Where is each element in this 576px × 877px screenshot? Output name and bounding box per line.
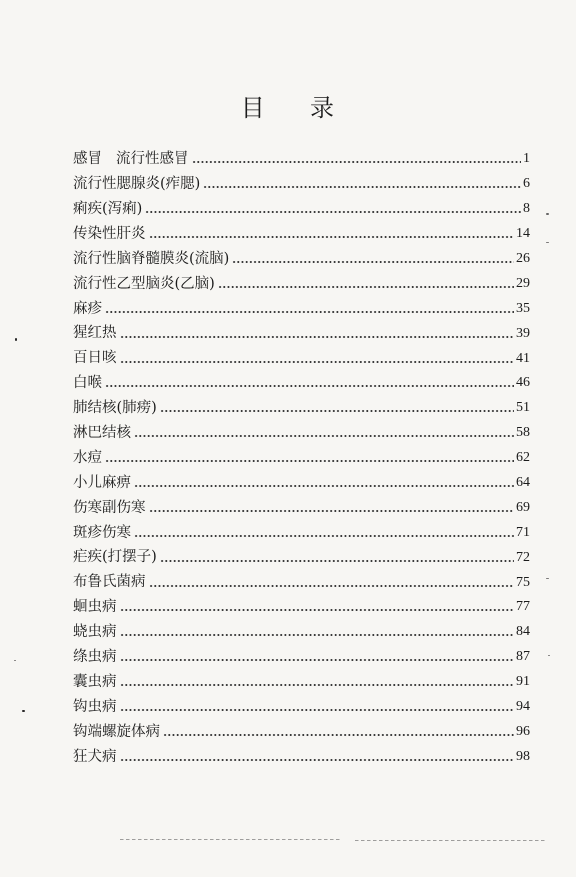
scan-speck (546, 578, 549, 579)
toc-entry-title: 钩虫病 (73, 698, 117, 715)
toc-entry-page: 6 (523, 176, 530, 192)
dot-leader (120, 709, 515, 711)
toc-entry-title: 钩端螺旋体病 (73, 723, 160, 740)
toc-entry-page: 64 (516, 475, 530, 491)
toc-entry-page: 84 (516, 624, 530, 640)
toc-entry-page: 58 (516, 425, 530, 441)
toc-entry-title: 流行性腮腺炎(痄腮) (73, 176, 201, 193)
toc-entry[interactable] (73, 247, 530, 272)
toc-entry[interactable] (73, 495, 530, 520)
dot-leader (203, 186, 521, 188)
dot-leader (149, 585, 515, 587)
scan-speck (15, 338, 17, 341)
toc-entry[interactable] (73, 271, 530, 296)
toc-entry[interactable] (73, 197, 530, 222)
scan-speck (22, 710, 25, 712)
toc-entry-page: 35 (516, 300, 530, 316)
dot-leader (105, 385, 514, 387)
dot-leader (160, 410, 514, 412)
toc-entry-page: 94 (516, 699, 530, 715)
toc-entry-page: 8 (523, 201, 530, 217)
toc-entry[interactable] (73, 570, 530, 595)
page-title-char-1: 目 (240, 94, 266, 122)
scan-speck (14, 660, 16, 661)
toc-entry-title: 流行性脑脊髓膜炎(流脑) (73, 250, 230, 267)
dot-leader (105, 460, 514, 462)
toc-entry-title: 肺结核(肺痨) (73, 400, 157, 417)
toc-entry[interactable] (73, 222, 530, 247)
toc-entry-title: 布鲁氏菌病 (73, 574, 146, 591)
toc-entry-page: 69 (516, 499, 530, 515)
toc-entry[interactable] (73, 147, 530, 172)
toc-entry-title: 狂犬病 (73, 748, 117, 765)
toc-entry-title: 蛔虫病 (73, 599, 117, 616)
toc-entry-title: 百日咳 (73, 350, 117, 367)
toc-entry-title: 痢疾(泻痢) (73, 200, 143, 217)
toc-entry-title: 流行性乙型脑炎(乙脑) (73, 275, 215, 292)
scan-speck (546, 213, 549, 215)
toc-entry[interactable] (73, 595, 530, 620)
toc-entry[interactable] (73, 695, 530, 720)
toc-entry-title: 伤寒副伤寒 (73, 499, 146, 516)
page-title-char-2: 录 (310, 94, 336, 122)
toc-entry[interactable] (73, 371, 530, 396)
toc-entry[interactable] (73, 296, 530, 321)
toc-entry-title-main: 感冒 (73, 151, 102, 168)
toc-entry-page: 72 (516, 549, 530, 565)
dot-leader (232, 261, 514, 263)
toc-entry-page: 98 (516, 748, 530, 764)
toc-entry-title: 斑疹伤寒 (73, 524, 131, 541)
toc-entry-title: 小儿麻痹 (73, 474, 131, 491)
toc-entry[interactable] (73, 446, 530, 471)
toc-entry-title: 猩红热 (73, 325, 117, 342)
toc-entry-title: 传染性肝炎 (73, 225, 146, 242)
toc-entry-page: 41 (516, 350, 530, 366)
dot-leader (145, 211, 521, 213)
dot-leader (120, 609, 515, 611)
dot-leader (149, 510, 515, 512)
toc-entry-title: 蛲虫病 (73, 624, 117, 641)
dot-leader (134, 535, 514, 537)
toc-entry-title: 囊虫病 (73, 673, 117, 690)
toc-entry-title: 疟疾(打摆子) (73, 549, 157, 566)
dot-leader (134, 435, 514, 437)
dot-leader (149, 236, 515, 238)
toc-entry-page: 62 (516, 450, 530, 466)
toc-entry-title: 绦虫病 (73, 649, 117, 665)
toc-entry[interactable] (73, 172, 530, 197)
toc-entry-title-sub: 流行性感冒 (116, 151, 189, 168)
dot-leader (160, 560, 514, 562)
toc-entry-page: 71 (516, 524, 530, 540)
toc-entry-title: 水痘 (73, 449, 102, 466)
toc-entry[interactable] (73, 545, 530, 570)
toc-entry-title: 淋巴结核 (73, 424, 131, 441)
toc-entry-page: 75 (516, 574, 530, 590)
toc-entry-page: 96 (516, 723, 530, 739)
toc-entry[interactable] (73, 520, 530, 545)
dot-leader (218, 286, 514, 288)
toc-entry[interactable] (73, 719, 530, 744)
dot-leader (120, 659, 515, 661)
page-title (0, 88, 576, 123)
dot-leader (120, 684, 515, 686)
toc-entry[interactable] (73, 620, 530, 645)
toc-entry-page: 51 (516, 400, 530, 416)
dot-leader (163, 734, 514, 736)
toc-entry-title: 麻疹 (73, 300, 102, 317)
toc-entry[interactable] (73, 421, 530, 446)
toc-entry[interactable] (73, 645, 530, 670)
toc-entry-page: 91 (516, 674, 530, 690)
toc-entry-page: 39 (516, 325, 530, 341)
toc-entry-page: 14 (516, 226, 530, 242)
scan-edge-line (120, 839, 340, 840)
scan-speck (546, 242, 549, 243)
toc-entry-title (73, 152, 190, 167)
toc-entry-page: 46 (516, 375, 530, 391)
toc-entry-page: 26 (516, 251, 530, 266)
toc-entry-page: 1 (523, 151, 530, 167)
toc-entry[interactable] (73, 744, 530, 769)
toc-entry[interactable] (73, 346, 530, 371)
toc-entry[interactable] (73, 396, 530, 421)
toc-entry-page: 77 (516, 599, 530, 615)
dot-leader (192, 161, 522, 163)
toc-entry[interactable] (73, 670, 530, 695)
scan-edge-line (355, 840, 545, 841)
scan-speck (548, 655, 550, 656)
toc-entry-title: 白喉 (73, 375, 102, 392)
dot-leader (120, 759, 515, 761)
dot-leader (134, 485, 514, 487)
dot-leader (120, 361, 515, 363)
toc-entry-page: 29 (516, 275, 530, 291)
dot-leader (120, 336, 515, 338)
toc-entry-page: 87 (516, 649, 530, 665)
toc-entry[interactable] (73, 471, 530, 496)
dot-leader (105, 311, 514, 313)
toc-entry[interactable] (73, 321, 530, 346)
table-of-contents (73, 147, 530, 769)
dot-leader (120, 634, 515, 636)
